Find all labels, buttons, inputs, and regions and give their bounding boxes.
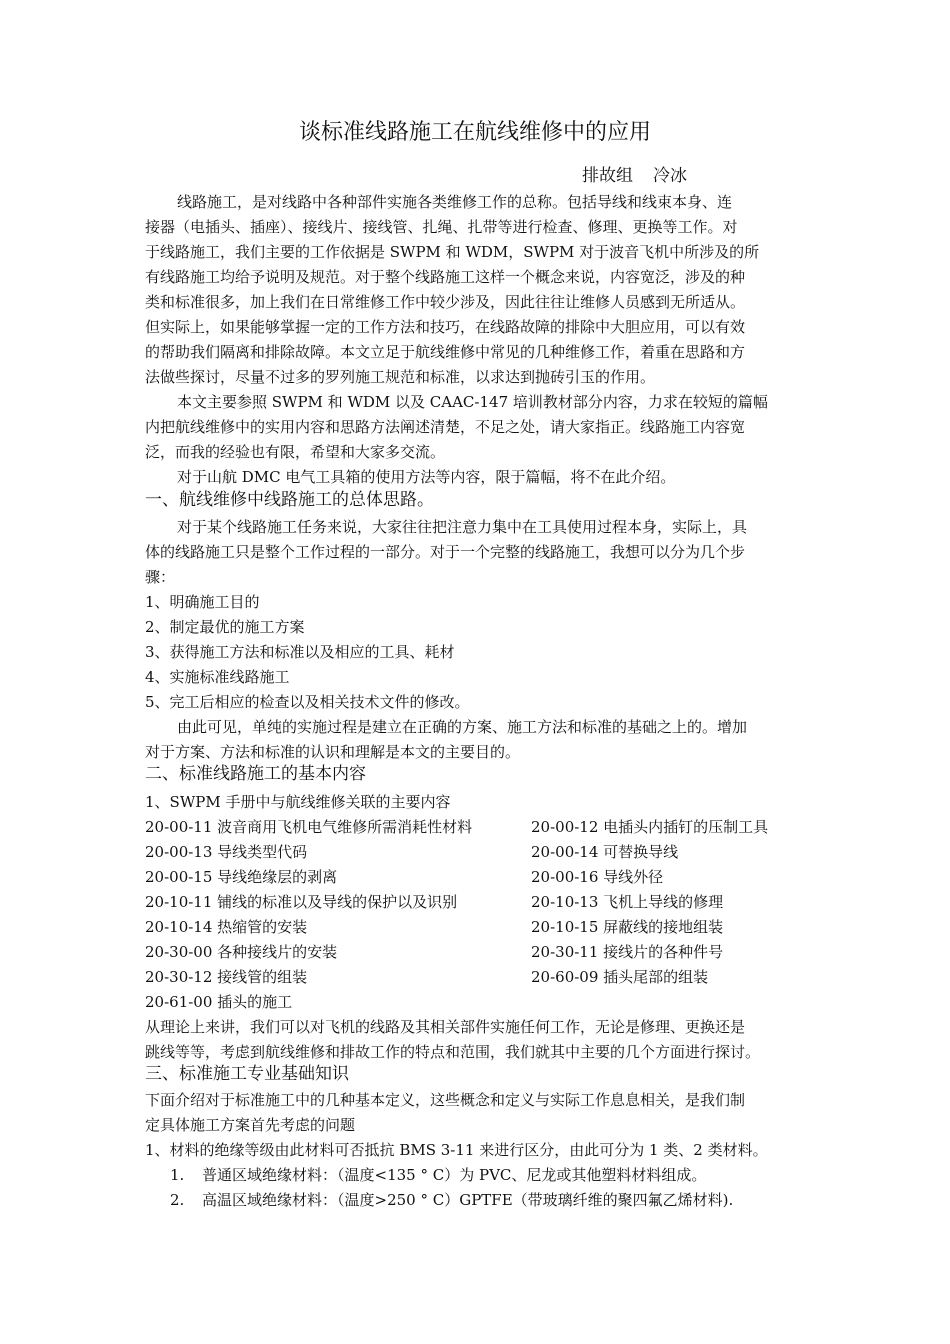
paragraph-line: 骤： — [145, 568, 176, 586]
list-number: 2. — [170, 1191, 185, 1209]
paragraph-line: 定具体施工方案首先考虑的问题 — [145, 1116, 356, 1134]
step-item: 2、制定最优的施工方案 — [145, 618, 305, 636]
subheading: 1、SWPM 手册中与航线维修关联的主要内容 — [145, 793, 451, 811]
swpm-item: 20-61-00 插头的施工 — [145, 993, 293, 1011]
paragraph-line: 内把航线维修中的实用内容和思路方法阐述清楚，不足之处，请大家指正。线路施工内容宽 — [145, 418, 746, 436]
swpm-item: 20-00-13 导线类型代码 — [145, 843, 308, 861]
author-group: 排故组 — [582, 166, 633, 186]
section-heading-2: 二、标准线路施工的基本内容 — [145, 764, 366, 784]
swpm-item: 20-00-14 可替换导线 — [531, 843, 679, 861]
paragraph-line: 有线路施工均给予说明及规范。对于整个线路施工这样一个概念来说，内容宽泛，涉及的种 — [145, 268, 746, 286]
page-title: 谈标准线路施工在航线维修中的应用 — [298, 120, 651, 145]
swpm-item: 20-10-15 屏蔽线的接地组装 — [531, 918, 724, 936]
paragraph-line: 本文主要参照 SWPM 和 WDM 以及 CAAC-147 培训教材部分内容，力求在较短的篇幅 — [177, 393, 768, 411]
list-item: 普通区域绝缘材料：（温度<135 ° C）为 PVC、尼龙或其他塑料材料组成。 — [202, 1166, 707, 1184]
swpm-item: 20-30-12 接线管的组装 — [145, 968, 308, 986]
swpm-item: 20-10-13 飞机上导线的修理 — [531, 893, 724, 911]
section-heading-1: 一、航线维修中线路施工的总体思路。 — [145, 490, 434, 510]
paragraph-line: 泛，而我的经验也有限，希望和大家多交流。 — [145, 443, 446, 461]
list-item: 高温区域绝缘材料：（温度>250 ° C）GPTFE（带玻璃纤维的聚四氟乙烯材料). — [202, 1191, 734, 1209]
subheading: 1、材料的绝缘等级由此材料可否抵抗 BMS 3-11 来进行区分，由此可分为 1 类、2 类材料。 — [145, 1141, 768, 1159]
paragraph-line: 对于方案、方法和标准的认识和理解是本文的主要目的。 — [145, 743, 521, 761]
paragraph-line: 接器（电插头、插座）、接线片、接线管、扎绳、扎带等进行检查、修理、更换等工作。对 — [145, 218, 738, 236]
paragraph-line: 于线路施工，我们主要的工作依据是 SWPM 和 WDM，SWPM 对于波音飞机中所涉及的所 — [145, 243, 760, 261]
swpm-item: 20-30-11 接线片的各种件号 — [531, 943, 724, 961]
paragraph-line: 线路施工，是对线路中各种部件实施各类维修工作的总称。包括导线和线束本身、连 — [177, 193, 733, 211]
paragraph-line: 体的线路施工只是整个工作过程的一部分。对于一个完整的线路施工，我想可以分为几个步 — [145, 543, 746, 561]
section-heading-3: 三、标准施工专业基础知识 — [145, 1064, 349, 1084]
swpm-item: 20-00-12 电插头内插钉的压制工具 — [531, 818, 769, 836]
swpm-item: 20-10-11 铺线的标准以及导线的保护以及识别 — [145, 893, 458, 911]
author-line — [582, 164, 687, 188]
paragraph-line: 由此可见，单纯的实施过程是建立在正确的方案、施工方法和标准的基础之上的。增加 — [177, 718, 748, 736]
swpm-item: 20-60-09 插头尾部的组装 — [531, 968, 709, 986]
step-item: 4、实施标准线路施工 — [145, 668, 290, 686]
step-item: 3、获得施工方法和标准以及相应的工具、耗材 — [145, 643, 455, 661]
paragraph-line: 下面介绍对于标准施工中的几种基本定义，这些概念和定义与实际工作息息相关，是我们制 — [145, 1091, 746, 1109]
paragraph-line: 跳线等等，考虑到航线维修和排故工作的特点和范围，我们就其中主要的几个方面进行探讨。 — [145, 1043, 761, 1061]
list-number: 1. — [170, 1166, 185, 1184]
swpm-item: 20-00-11 波音商用飞机电气维修所需消耗性材料 — [145, 818, 473, 836]
paragraph-line: 从理论上来讲，我们可以对飞机的线路及其相关部件实施任何工作，无论是修理、更换还是 — [145, 1018, 746, 1036]
paragraph-line: 类和标准很多，加上我们在日常维修工作中较少涉及，因此往往让维修人员感到无所适从。 — [145, 293, 746, 311]
step-item: 5、完工后相应的检查以及相关技术文件的修改。 — [145, 693, 470, 711]
step-item: 1、明确施工目的 — [145, 593, 260, 611]
swpm-item: 20-30-00 各种接线片的安装 — [145, 943, 338, 961]
swpm-item: 20-00-16 导线外径 — [531, 868, 664, 886]
paragraph-line: 法做些探讨，尽量不过多的罗列施工规范和标准，以求达到抛砖引玉的作用。 — [145, 368, 656, 386]
paragraph-line: 的帮助我们隔离和排除故障。本文立足于航线维修中常见的几种维修工作，着重在思路和方 — [145, 343, 746, 361]
paragraph-line: 对于山航 DMC 电气工具箱的使用方法等内容，限于篇幅，将不在此介绍。 — [177, 468, 676, 486]
swpm-item: 20-00-15 导线绝缘层的剥离 — [145, 868, 338, 886]
paragraph-line: 但实际上，如果能够掌握一定的工作方法和技巧，在线路故障的排除中大胆应用，可以有效 — [145, 318, 746, 336]
author-name: 冷冰 — [653, 166, 687, 186]
paragraph-line: 对于某个线路施工任务来说，大家往往把注意力集中在工具使用过程本身，实际上，具 — [177, 518, 748, 536]
swpm-item: 20-10-14 热缩管的安装 — [145, 918, 308, 936]
